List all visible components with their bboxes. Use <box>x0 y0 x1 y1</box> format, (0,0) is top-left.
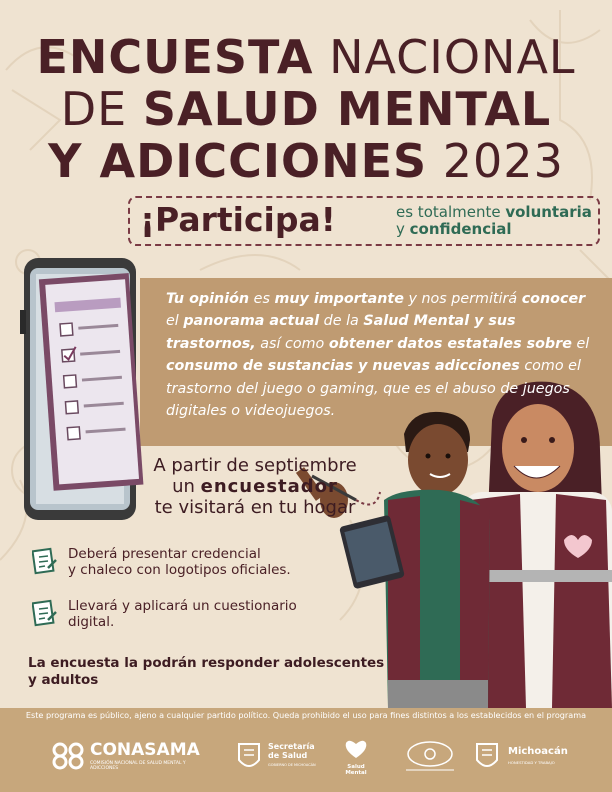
document-icon <box>32 598 58 628</box>
conasama-emblem-icon <box>50 740 86 772</box>
heart-icon <box>343 738 369 760</box>
audience-note: La encuesta la podrán responder adolescentes y adultos <box>28 655 385 688</box>
institution-logo <box>398 740 462 778</box>
seal-icon <box>236 740 262 772</box>
title-line-2: DE SALUD MENTAL <box>60 82 552 136</box>
institution-emblem-icon <box>398 740 462 774</box>
participa-headline: ¡Participa! <box>140 200 336 239</box>
title-line-1: ENCUESTA NACIONAL <box>36 30 576 84</box>
document-icon <box>32 546 58 576</box>
salud-mental-logo: Salud Mental <box>340 738 372 776</box>
title-line-3: Y ADICCIONES 2023 <box>48 134 564 188</box>
disclaimer: Este programa es público, ajeno a cualquier partido político. Queda prohibido el uso para fines distintos a los establecidos en el programa <box>25 710 587 720</box>
info-paragraph: Tu opinión es muy importante y nos permitirá conocer el panorama actual de la Salud Mental y sus trastornos, así como obtener datos estatales sobre el consumo de sustancias y nuevas adicciones como el trastorno del juego o gaming, que es el abuso de juegos digitales o videojuegos. <box>166 291 590 420</box>
visit-notice: A partir de septiembre un encuestador te visitará en tu hogar <box>153 455 357 518</box>
seal-icon <box>474 740 500 772</box>
participa-subtext: es totalmente voluntaria y confidencial <box>396 203 592 238</box>
